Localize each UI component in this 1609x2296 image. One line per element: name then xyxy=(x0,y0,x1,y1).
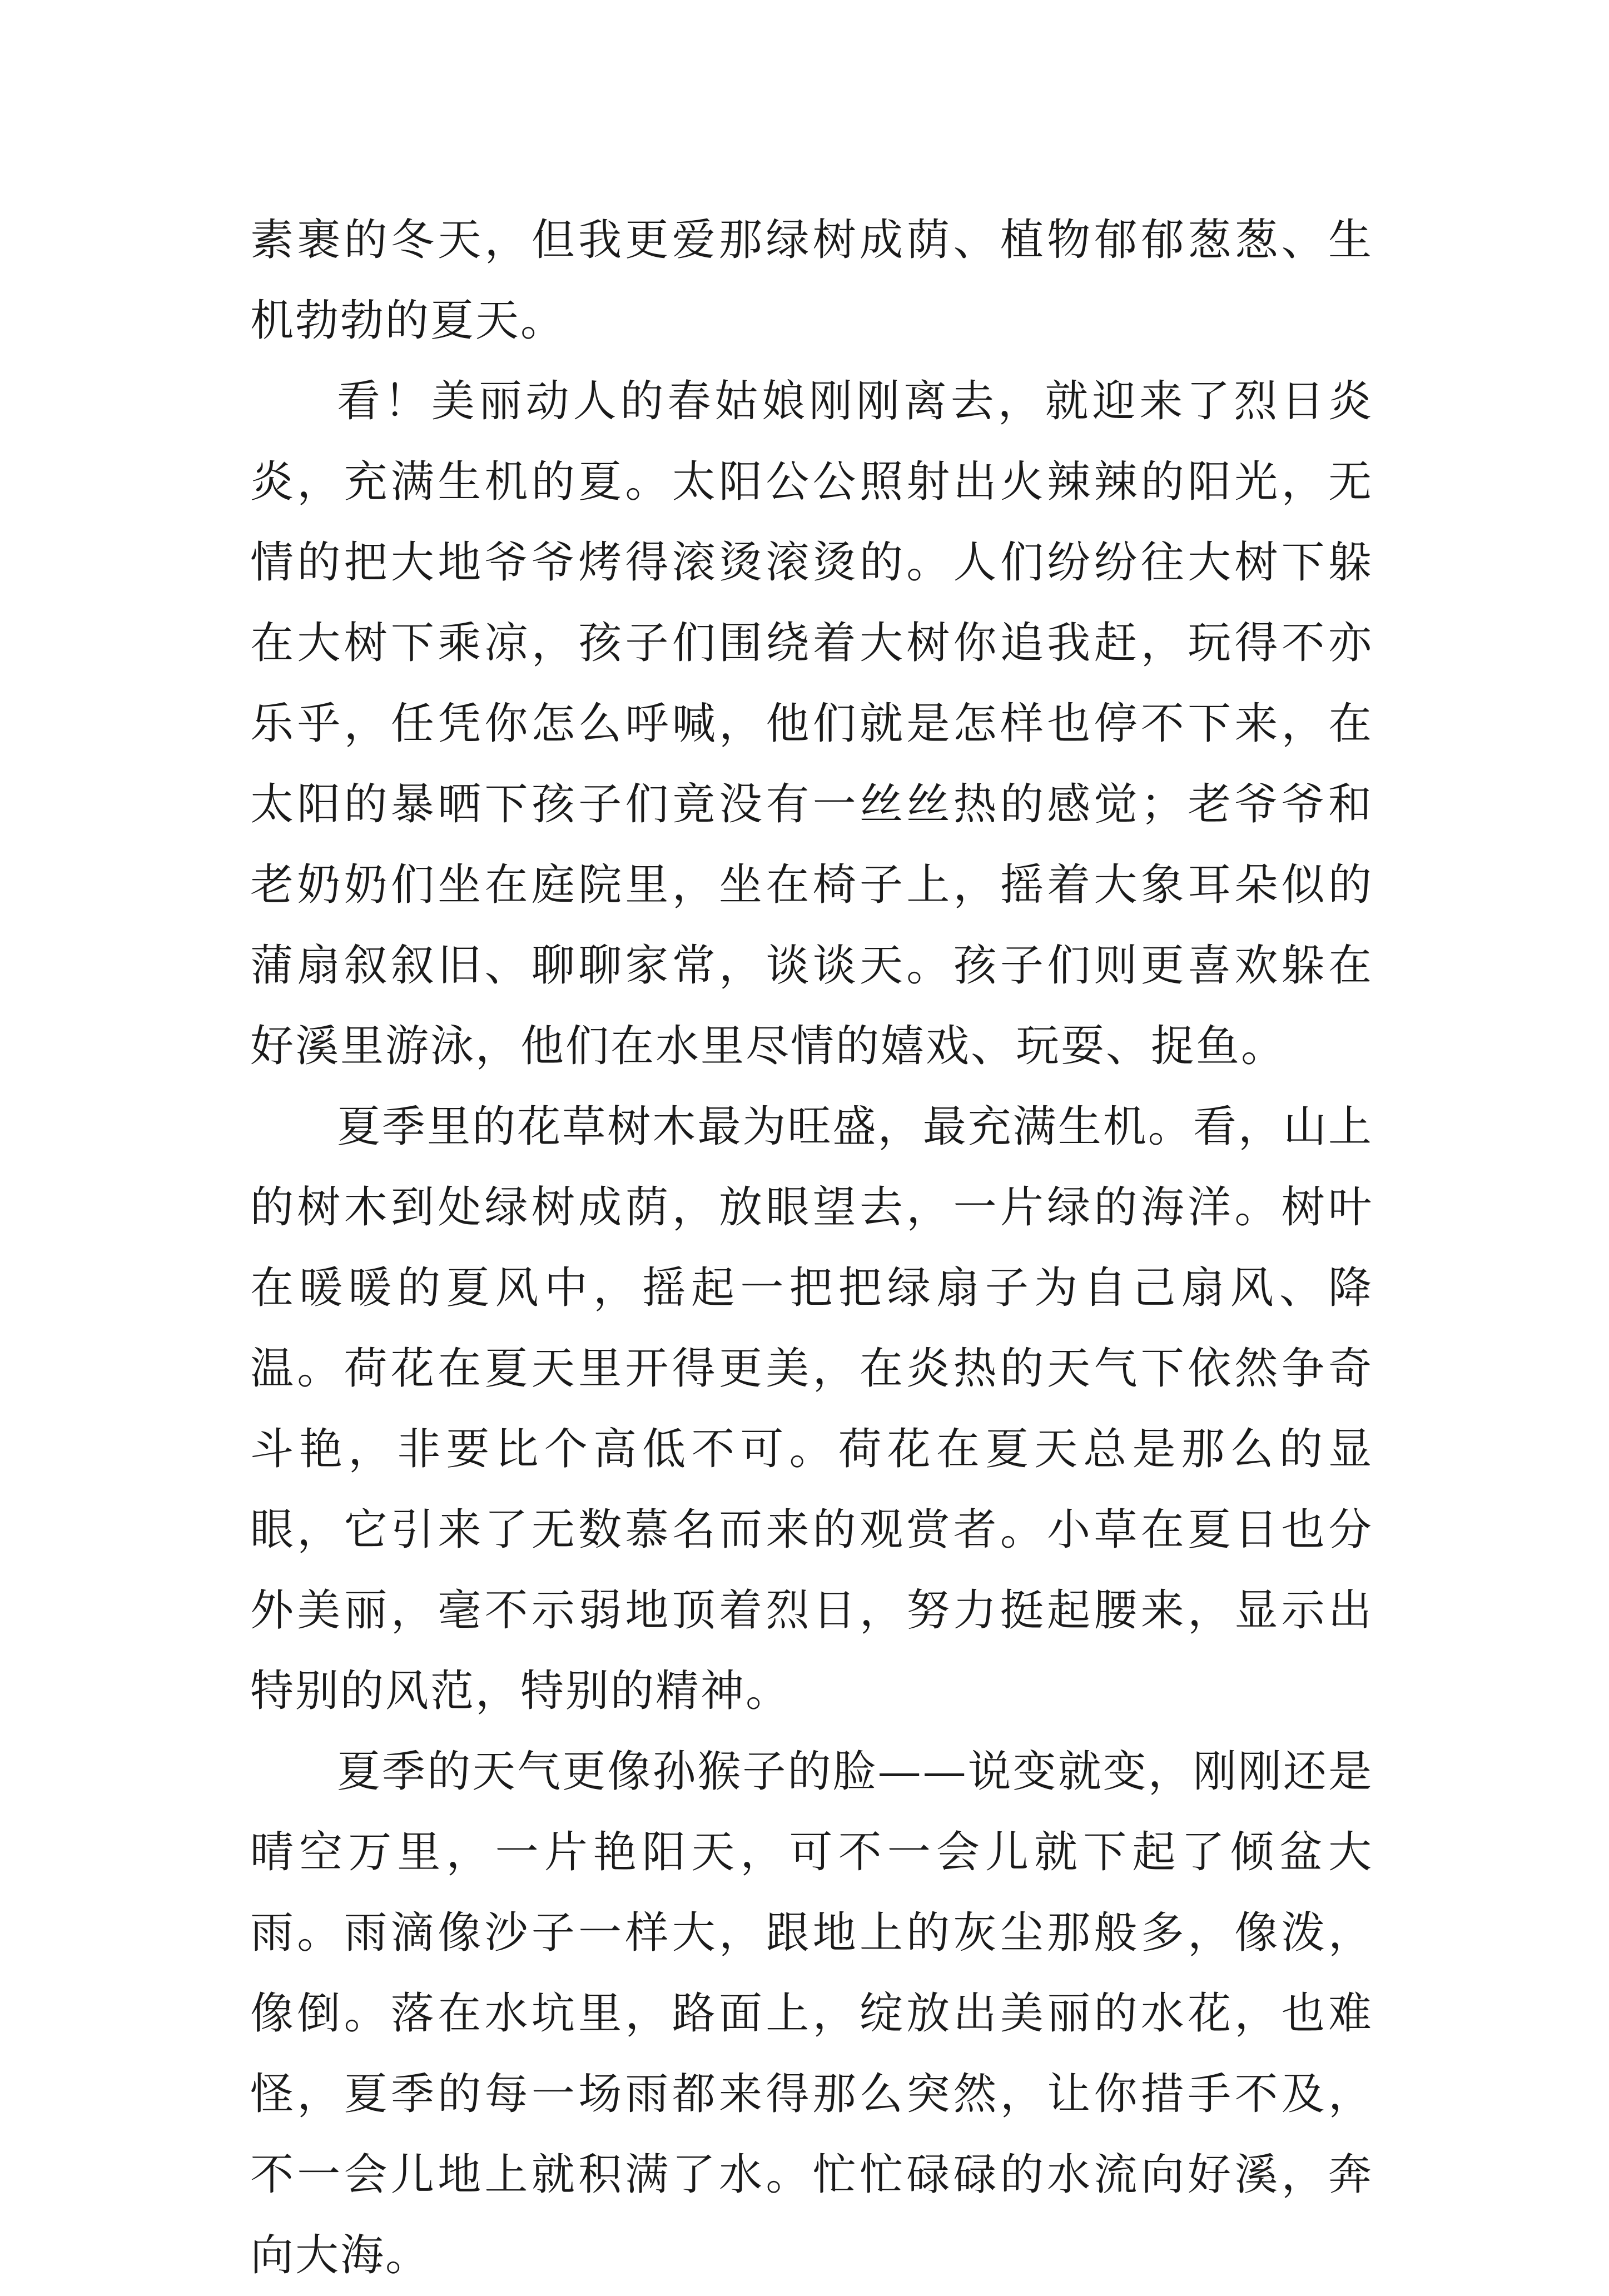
paragraph-summer-plants: 夏季里的花草树木最为旺盛，最充满生机。看，山上的树木到处绿树成荫，放眼望去，一片绿的海洋。树叶在暖暖的夏风中，摇起一把把绿扇子为自己扇风、降温。荷花在夏天里开得更美，在炎热的天气下依然争奇斗艳，非要比个高低不可。荷花在夏天总是那么的显眼，它引来了无数慕名而来的观赏者。小草在夏日也分外美丽，毫不示弱地顶着烈日，努力挺起腰来，显示出特别的风范，特别的精神。 xyxy=(250,1102,1373,1716)
paragraph-continuation: 素裹的冬天，但我更爱那绿树成荫、植物郁郁葱葱、生机勃勃的夏天。 xyxy=(250,215,1373,346)
paragraph-summer-heat: 看！美丽动人的春姑娘刚刚离去，就迎来了烈日炎炎，充满生机的夏。太阳公公照射出火辣辣的阳光，无情的把大地爷爷烤得滚烫滚烫的。人们纷纷往大树下躲在大树下乘凉，孩子们围绕着大树你追我赶，玩得不亦乐乎，任凭你怎么呼喊，他们就是怎样也停不下来，在太阳的暴晒下孩子们竟没有一丝丝热的感觉；老爷爷和老奶奶们坐在庭院里，坐在椅子上，摇着大象耳朵似的蒲扇叙叙旧、聊聊家常，谈谈天。孩子们则更喜欢躲在好溪里游泳，他们在水里尽情的嬉戏、玩耍、捉鱼。 xyxy=(250,376,1373,1071)
document-body xyxy=(250,200,1373,2296)
paragraph-summer-weather: 夏季的天气更像孙猴子的脸——说变就变，刚刚还是晴空万里，一片艳阳天，可不一会儿就下起了倾盆大雨。雨滴像沙子一样大，跟地上的灰尘那般多，像泼，像倒。落在水坑里，路面上，绽放出美丽的水花，也难怪，夏季的每一场雨都来得那么突然，让你措手不及，不一会儿地上就积满了水。忙忙碌碌的水流向好溪，奔向大海。 xyxy=(250,1747,1373,2280)
